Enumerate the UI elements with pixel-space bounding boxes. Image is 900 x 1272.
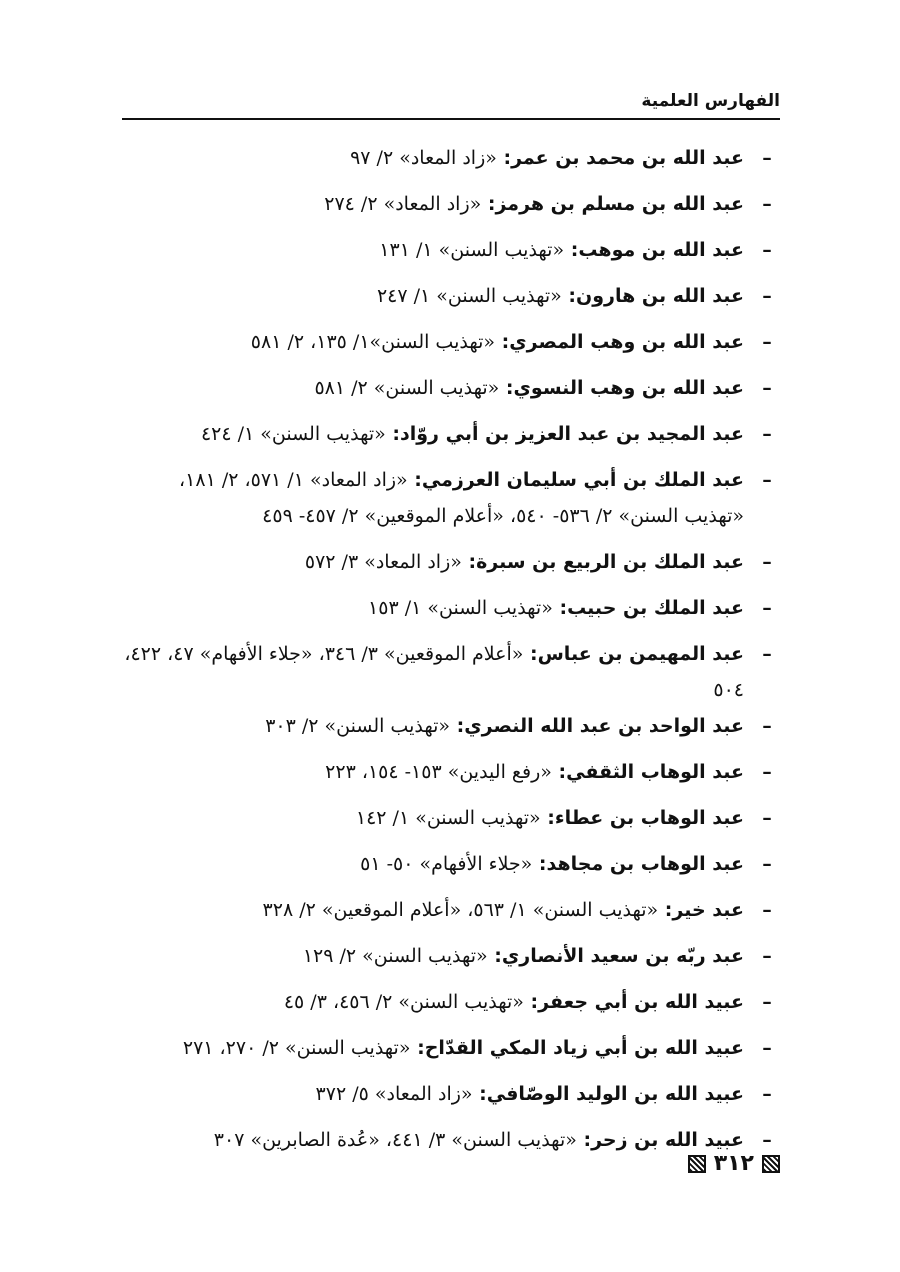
- entry-name: عبد الله بن وهب المصري: [509, 331, 744, 353]
- entry-separator: :: [481, 193, 496, 215]
- index-entry: [115, 984, 780, 1030]
- index-entry: [115, 278, 780, 324]
- entry-dash: –: [762, 945, 772, 967]
- entry-dash: –: [762, 331, 772, 353]
- header-rule: [122, 118, 780, 120]
- running-header-title: الفهارس العلمية: [641, 91, 780, 111]
- entry-separator: :: [552, 597, 568, 619]
- page-number: ٣١٢: [713, 1151, 754, 1176]
- entry-dash: –: [762, 643, 772, 665]
- entry-separator: :: [523, 643, 538, 665]
- index-entry: [115, 590, 780, 636]
- index-entry: [115, 800, 780, 846]
- entry-name: عبد الواحد بن عبد الله النصري: [464, 715, 744, 737]
- entry-separator: :: [523, 991, 539, 1013]
- entry-references: «زاد المعاد» ٢/ ٩٧: [350, 147, 497, 169]
- index-entry: [115, 370, 780, 416]
- index-entry: [115, 754, 780, 800]
- entry-separator: :: [532, 853, 547, 875]
- entry-separator: :: [658, 899, 673, 921]
- entry-separator: :: [576, 1129, 592, 1151]
- entry-dash: –: [762, 1083, 772, 1105]
- entry-separator: :: [540, 807, 555, 829]
- entry-name: عبد الوهاب بن عطاء: [554, 807, 744, 829]
- entry-references: «رفع اليدين» ١٥٣- ١٥٤، ٢٢٣: [325, 761, 552, 783]
- entry-name: عبد الله بن وهب النسوي: [513, 377, 744, 399]
- entry-name: عبد الوهاب الثقفي: [566, 761, 744, 783]
- entry-name: عبد الله بن مسلم بن هرمز: [495, 193, 744, 215]
- entry-dash: –: [762, 193, 772, 215]
- entry-dash: –: [762, 1129, 772, 1151]
- index-entry: [115, 232, 780, 278]
- entry-dash: –: [762, 899, 772, 921]
- entry-references: «تهذيب السنن» ١/ ٢٤٧: [376, 285, 562, 307]
- entry-references: «تهذيب السنن» ١/ ٥٦٣، «أعلام الموقعين» ٢/ ٣٢٨: [262, 899, 659, 921]
- entry-name: عبيد الله بن أبي جعفر: [538, 991, 744, 1013]
- entry-dash: –: [762, 239, 772, 261]
- entry-name: عبيد الله بن زحر: [591, 1129, 744, 1151]
- entry-dash: –: [762, 377, 772, 399]
- entry-references: «تهذيب السنن» ١/ ٤٢٤: [200, 423, 386, 445]
- index-entries-list: [115, 140, 780, 1168]
- entry-name: عبد المهيمن بن عباس: [537, 643, 744, 665]
- entry-dash: –: [762, 715, 772, 737]
- entry-separator: :: [472, 1083, 487, 1105]
- ornament-left-icon: [688, 1155, 706, 1173]
- entry-name: عبيد الله بن الوليد الوصّافي: [486, 1083, 744, 1105]
- entry-references: «تهذيب السنن»١/ ١٣٥، ٢/ ٥٨١: [250, 331, 496, 353]
- entry-dash: –: [762, 551, 772, 573]
- entry-name: عبد الله بن هارون: [576, 285, 744, 307]
- entry-dash: –: [762, 423, 772, 445]
- entry-separator: :: [496, 147, 512, 169]
- entry-name: عبد الملك بن حبيب: [567, 597, 744, 619]
- entry-separator: :: [551, 761, 567, 783]
- index-entry: [115, 140, 780, 186]
- entry-references: «زاد المعاد» ٢/ ٢٧٤: [324, 193, 482, 215]
- index-entry: [115, 186, 780, 232]
- entry-separator: :: [499, 377, 514, 399]
- entry-references: «تهذيب السنن» ١/ ١٣١: [379, 239, 565, 261]
- entry-name: عبد خير: [672, 899, 744, 921]
- entry-references: «تهذيب السنن» ٢/ ٤٥٦، ٣/ ٤٥: [283, 991, 524, 1013]
- entry-references: «زاد المعاد» ١/ ٥٧١، ٢/ ١٨١، «تهذيب السنن» ٢/ ٥٣٦- ٥٤٠، «أعلام الموقعين» ٢/ ٤٥٧- ٤٥٩: [179, 469, 744, 527]
- entry-name: عبد الملك بن الربيع بن سبرة: [476, 551, 744, 573]
- entry-name: عبد الملك بن أبي سليمان العرزمي: [421, 469, 744, 491]
- entry-name: عبيد الله بن أبي زياد المكي القدّاح: [424, 1037, 744, 1059]
- entry-references: «جلاء الأفهام» ٥٠- ٥١: [360, 853, 533, 875]
- index-entry: [115, 324, 780, 370]
- entry-references: «تهذيب السنن» ١/ ١٤٢: [355, 807, 541, 829]
- entry-dash: –: [762, 285, 772, 307]
- entry-references: «زاد المعاد» ٣/ ٥٧٢: [304, 551, 462, 573]
- entry-references: «تهذيب السنن» ١/ ١٥٣: [368, 597, 553, 619]
- entry-dash: –: [762, 761, 772, 783]
- index-entry: [115, 1122, 780, 1168]
- index-entry: [115, 416, 780, 462]
- entry-dash: –: [762, 807, 772, 829]
- page-footer: [688, 1150, 780, 1178]
- entry-separator: :: [410, 1037, 425, 1059]
- entry-name: عبد ربّه بن سعيد الأنصاري: [501, 945, 744, 967]
- index-entry: [115, 544, 780, 590]
- entry-dash: –: [762, 991, 772, 1013]
- index-entry: [115, 1030, 780, 1076]
- entry-separator: :: [461, 551, 477, 573]
- entry-references: «تهذيب السنن» ٣/ ٤٤١، «عُدة الصابرين» ٣٠٧: [213, 1129, 577, 1151]
- entry-dash: –: [762, 469, 772, 491]
- entry-name: عبد الله بن موهب: [578, 239, 744, 261]
- entry-dash: –: [762, 597, 772, 619]
- entry-separator: :: [564, 239, 579, 261]
- entry-separator: :: [385, 423, 400, 445]
- entry-name: عبد المجيد بن عبد العزيز بن أبي روّاد: [399, 423, 744, 445]
- index-entry: [115, 846, 780, 892]
- entry-references: «تهذيب السنن» ٢/ ٣٠٣: [265, 715, 451, 737]
- entry-separator: :: [407, 469, 422, 491]
- entry-separator: :: [561, 285, 576, 307]
- index-entry: [115, 938, 780, 984]
- entry-references: «تهذيب السنن» ٢/ ٥٨١: [314, 377, 500, 399]
- entry-dash: –: [762, 853, 772, 875]
- entry-name: عبد الله بن محمد بن عمر: [511, 147, 744, 169]
- index-entry: [115, 1076, 780, 1122]
- entry-references: «تهذيب السنن» ٢/ ١٢٩: [302, 945, 488, 967]
- entry-dash: –: [762, 147, 772, 169]
- entry-references: «زاد المعاد» ٥/ ٣٧٢: [315, 1083, 473, 1105]
- index-entry: [115, 636, 780, 708]
- entry-separator: :: [487, 945, 502, 967]
- entry-separator: :: [450, 715, 465, 737]
- entry-dash: –: [762, 1037, 772, 1059]
- entry-references: «تهذيب السنن» ٢/ ٢٧٠، ٢٧١: [182, 1037, 411, 1059]
- index-entry: [115, 892, 780, 938]
- entry-name: عبد الوهاب بن مجاهد: [546, 853, 744, 875]
- entry-separator: :: [495, 331, 510, 353]
- index-entry: [115, 708, 780, 754]
- ornament-right-icon: [762, 1155, 780, 1173]
- entry-references: «أعلام الموقعين» ٣/ ٣٤٦، «جلاء الأفهام» ٤٧، ٤٢٢، ٥٠٤: [124, 643, 744, 701]
- index-entry: [115, 462, 780, 544]
